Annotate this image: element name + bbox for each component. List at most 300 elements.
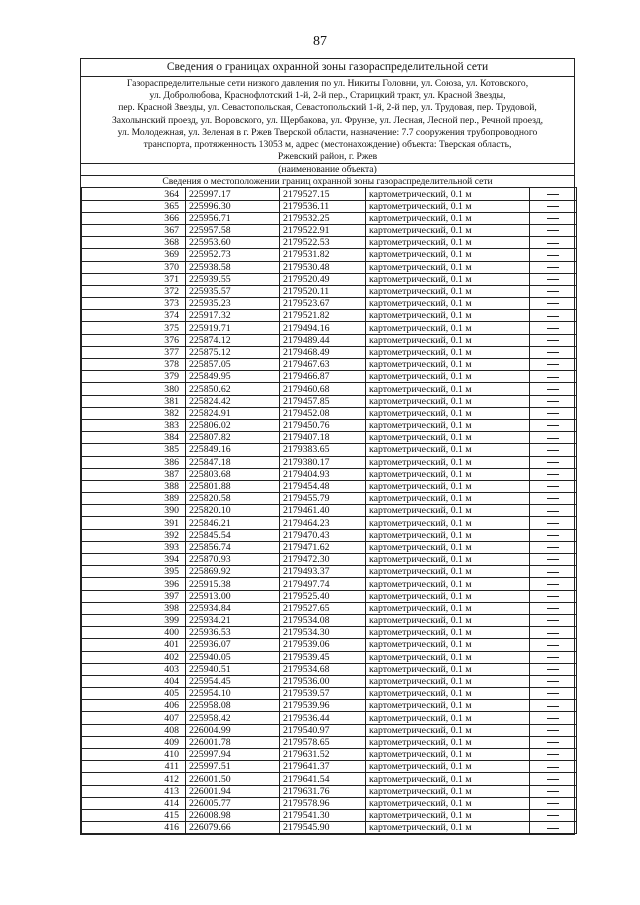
method-cell: картометрический, 0.1 м xyxy=(366,310,530,322)
method-cell: картометрический, 0.1 м xyxy=(366,675,530,687)
point-number-cell: 374 xyxy=(82,310,186,322)
table-row xyxy=(82,371,577,383)
point-number-cell: 386 xyxy=(82,456,186,468)
method-cell: картометрический, 0.1 м xyxy=(366,237,530,249)
description-line: ул. Молодежная, ул. Зеленая в г. Ржев Тверской области, назначение: 7.7 сооружения трубопроводного xyxy=(117,126,538,138)
point-number-cell: 401 xyxy=(82,639,186,651)
table-row xyxy=(82,590,577,602)
method-cell: картометрический, 0.1 м xyxy=(366,188,530,200)
dash-mark xyxy=(547,754,559,755)
point-number-cell: 408 xyxy=(82,724,186,736)
dash-mark xyxy=(547,498,559,499)
point-number-cell: 372 xyxy=(82,285,186,297)
table-row xyxy=(82,505,577,517)
x-coordinate-cell: 225934.21 xyxy=(186,614,280,626)
dash-mark xyxy=(547,425,559,426)
dash-cell xyxy=(530,724,577,736)
x-coordinate-cell: 225919.71 xyxy=(186,322,280,334)
point-number-cell: 393 xyxy=(82,541,186,553)
y-coordinate-cell: 2179404.93 xyxy=(280,468,366,480)
object-description xyxy=(81,77,574,163)
dash-cell xyxy=(530,456,577,468)
method-cell: картометрический, 0.1 м xyxy=(366,456,530,468)
dash-mark xyxy=(547,742,559,743)
method-cell: картометрический, 0.1 м xyxy=(366,359,530,371)
table-row xyxy=(82,444,577,456)
x-coordinate-cell: 225869.92 xyxy=(186,566,280,578)
table-row xyxy=(82,322,577,334)
dash-mark xyxy=(547,255,559,256)
dash-cell xyxy=(530,419,577,431)
table-row xyxy=(82,334,577,346)
dash-mark xyxy=(547,718,559,719)
x-coordinate-cell: 226004.99 xyxy=(186,724,280,736)
y-coordinate-cell: 2179521.82 xyxy=(280,310,366,322)
x-coordinate-cell: 226001.78 xyxy=(186,736,280,748)
x-coordinate-cell: 225956.71 xyxy=(186,212,280,224)
table-row xyxy=(82,395,577,407)
point-number-cell: 406 xyxy=(82,700,186,712)
x-coordinate-cell: 225917.32 xyxy=(186,310,280,322)
method-cell: картометрический, 0.1 м xyxy=(366,822,530,834)
dash-cell xyxy=(530,578,577,590)
point-number-cell: 392 xyxy=(82,529,186,541)
x-coordinate-cell: 225954.10 xyxy=(186,688,280,700)
dash-cell xyxy=(530,773,577,785)
dash-mark xyxy=(547,206,559,207)
x-coordinate-cell: 225850.62 xyxy=(186,383,280,395)
point-number-cell: 366 xyxy=(82,212,186,224)
method-cell: картометрический, 0.1 м xyxy=(366,651,530,663)
point-number-cell: 389 xyxy=(82,493,186,505)
y-coordinate-cell: 2179523.67 xyxy=(280,298,366,310)
table-row xyxy=(82,224,577,236)
dash-cell xyxy=(530,688,577,700)
dash-mark xyxy=(547,584,559,585)
point-number-cell: 410 xyxy=(82,749,186,761)
y-coordinate-cell: 2179520.49 xyxy=(280,273,366,285)
dash-cell xyxy=(530,554,577,566)
table-row xyxy=(82,651,577,663)
method-cell: картометрический, 0.1 м xyxy=(366,505,530,517)
y-coordinate-cell: 2179545.90 xyxy=(280,822,366,834)
method-cell: картометрический, 0.1 м xyxy=(366,614,530,626)
y-coordinate-cell: 2179532.25 xyxy=(280,212,366,224)
dash-mark xyxy=(547,706,559,707)
dash-cell xyxy=(530,334,577,346)
table-row xyxy=(82,724,577,736)
x-coordinate-cell: 225936.53 xyxy=(186,627,280,639)
y-coordinate-cell: 2179539.45 xyxy=(280,651,366,663)
method-cell: картометрический, 0.1 м xyxy=(366,700,530,712)
dash-mark xyxy=(547,559,559,560)
y-coordinate-cell: 2179455.79 xyxy=(280,493,366,505)
x-coordinate-cell: 225997.94 xyxy=(186,749,280,761)
y-coordinate-cell: 2179641.37 xyxy=(280,761,366,773)
method-cell: картометрический, 0.1 м xyxy=(366,785,530,797)
y-coordinate-cell: 2179489.44 xyxy=(280,334,366,346)
method-cell: картометрический, 0.1 м xyxy=(366,200,530,212)
y-coordinate-cell: 2179530.48 xyxy=(280,261,366,273)
point-number-cell: 404 xyxy=(82,675,186,687)
method-cell: картометрический, 0.1 м xyxy=(366,493,530,505)
table-row xyxy=(82,797,577,809)
table-row xyxy=(82,809,577,821)
x-coordinate-cell: 225857.05 xyxy=(186,359,280,371)
dash-mark xyxy=(547,645,559,646)
method-cell: картометрический, 0.1 м xyxy=(366,602,530,614)
description-line: Газораспределительные сети низкого давления по ул. Никиты Головни, ул. Союза, ул. Котовского, xyxy=(126,78,529,89)
y-coordinate-cell: 2179461.40 xyxy=(280,505,366,517)
description-line: ул. Добролюбова, Краснофлотский 1-й, 2-й пер., Старицкий тракт, ул. Красной Звезды, xyxy=(149,90,506,102)
point-number-cell: 387 xyxy=(82,468,186,480)
dash-mark xyxy=(547,681,559,682)
description-line: Захолынский проезд, ул. Воровского, ул. Щербакова, ул. Фрунзе, ул. Лесная, Лесной пер., Речной проезд, xyxy=(111,114,544,126)
point-number-cell: 391 xyxy=(82,517,186,529)
method-cell: картометрический, 0.1 м xyxy=(366,334,530,346)
method-cell: картометрический, 0.1 м xyxy=(366,298,530,310)
dash-mark xyxy=(547,243,559,244)
table-row xyxy=(82,212,577,224)
dash-mark xyxy=(547,316,559,317)
y-coordinate-cell: 2179493.37 xyxy=(280,566,366,578)
point-number-cell: 412 xyxy=(82,773,186,785)
table-row xyxy=(82,627,577,639)
y-coordinate-cell: 2179536.00 xyxy=(280,675,366,687)
dash-cell xyxy=(530,736,577,748)
y-coordinate-cell: 2179472.30 xyxy=(280,554,366,566)
dash-cell xyxy=(530,285,577,297)
dash-mark xyxy=(547,401,559,402)
dash-mark xyxy=(547,486,559,487)
dash-cell xyxy=(530,395,577,407)
table-row xyxy=(82,578,577,590)
x-coordinate-cell: 225870.93 xyxy=(186,554,280,566)
dash-cell xyxy=(530,383,577,395)
dash-cell xyxy=(530,505,577,517)
method-cell: картометрический, 0.1 м xyxy=(366,261,530,273)
y-coordinate-cell: 2179470.43 xyxy=(280,529,366,541)
method-cell: картометрический, 0.1 м xyxy=(366,383,530,395)
point-number-cell: 403 xyxy=(82,663,186,675)
point-number-cell: 371 xyxy=(82,273,186,285)
method-cell: картометрический, 0.1 м xyxy=(366,346,530,358)
y-coordinate-cell: 2179454.48 xyxy=(280,480,366,492)
method-cell: картометрический, 0.1 м xyxy=(366,273,530,285)
y-coordinate-cell: 2179536.44 xyxy=(280,712,366,724)
table-row xyxy=(82,822,577,834)
point-number-cell: 370 xyxy=(82,261,186,273)
document-title: Сведения о границах охранной зоны газораспределительной сети xyxy=(81,59,574,77)
table-row xyxy=(82,785,577,797)
x-coordinate-cell: 226005.77 xyxy=(186,797,280,809)
dash-cell xyxy=(530,566,577,578)
y-coordinate-cell: 2179534.68 xyxy=(280,663,366,675)
method-cell: картометрический, 0.1 м xyxy=(366,371,530,383)
table-row xyxy=(82,614,577,626)
y-coordinate-cell: 2179578.65 xyxy=(280,736,366,748)
y-coordinate-cell: 2179383.65 xyxy=(280,444,366,456)
table-row xyxy=(82,359,577,371)
point-number-cell: 395 xyxy=(82,566,186,578)
x-coordinate-cell: 225953.60 xyxy=(186,237,280,249)
method-cell: картометрический, 0.1 м xyxy=(366,322,530,334)
y-coordinate-cell: 2179534.08 xyxy=(280,614,366,626)
point-number-cell: 385 xyxy=(82,444,186,456)
dash-mark xyxy=(547,218,559,219)
method-cell: картометрический, 0.1 м xyxy=(366,688,530,700)
dash-mark xyxy=(547,535,559,536)
method-cell: картометрический, 0.1 м xyxy=(366,554,530,566)
table-row xyxy=(82,346,577,358)
y-coordinate-cell: 2179468.49 xyxy=(280,346,366,358)
dash-cell xyxy=(530,712,577,724)
method-cell: картометрический, 0.1 м xyxy=(366,724,530,736)
point-number-cell: 405 xyxy=(82,688,186,700)
x-coordinate-cell: 225801.88 xyxy=(186,480,280,492)
y-coordinate-cell: 2179578.96 xyxy=(280,797,366,809)
table-row xyxy=(82,749,577,761)
method-cell: картометрический, 0.1 м xyxy=(366,627,530,639)
dash-cell xyxy=(530,517,577,529)
dash-cell xyxy=(530,541,577,553)
point-number-cell: 400 xyxy=(82,627,186,639)
description-line: транспорта, протяженность 13053 м, адрес (местонахождение) объекта: Тверская область, xyxy=(143,139,512,151)
table-row xyxy=(82,517,577,529)
table-row xyxy=(82,773,577,785)
y-coordinate-cell: 2179520.11 xyxy=(280,285,366,297)
object-name-caption: (наименование объекта) xyxy=(81,163,574,176)
table-row xyxy=(82,602,577,614)
y-coordinate-cell: 2179534.30 xyxy=(280,627,366,639)
dash-mark xyxy=(547,474,559,475)
y-coordinate-cell: 2179407.18 xyxy=(280,432,366,444)
x-coordinate-cell: 225934.84 xyxy=(186,602,280,614)
dash-mark xyxy=(547,620,559,621)
dash-cell xyxy=(530,809,577,821)
method-cell: картометрический, 0.1 м xyxy=(366,407,530,419)
x-coordinate-cell: 225845.54 xyxy=(186,529,280,541)
dash-cell xyxy=(530,200,577,212)
method-cell: картометрический, 0.1 м xyxy=(366,639,530,651)
dash-mark xyxy=(547,364,559,365)
point-number-cell: 383 xyxy=(82,419,186,431)
y-coordinate-cell: 2179631.76 xyxy=(280,785,366,797)
dash-cell xyxy=(530,639,577,651)
method-cell: картометрический, 0.1 м xyxy=(366,395,530,407)
y-coordinate-cell: 2179494.16 xyxy=(280,322,366,334)
dash-cell xyxy=(530,822,577,834)
description-line: пер. Красной Звезды, ул. Севастопольская, Севастопольский 1-й, 2-й пер, ул. Трудовая, пер. Трудовой, xyxy=(118,102,537,114)
dash-mark xyxy=(547,377,559,378)
method-cell: картометрический, 0.1 м xyxy=(366,761,530,773)
table-row xyxy=(82,736,577,748)
point-number-cell: 402 xyxy=(82,651,186,663)
point-number-cell: 373 xyxy=(82,298,186,310)
point-number-cell: 365 xyxy=(82,200,186,212)
dash-cell xyxy=(530,407,577,419)
dash-cell xyxy=(530,590,577,602)
table-row xyxy=(82,383,577,395)
y-coordinate-cell: 2179631.52 xyxy=(280,749,366,761)
page-number: 87 xyxy=(313,34,327,49)
table-row xyxy=(82,249,577,261)
dash-mark xyxy=(547,291,559,292)
table-row xyxy=(82,261,577,273)
dash-mark xyxy=(547,523,559,524)
dash-mark xyxy=(547,815,559,816)
table-row xyxy=(82,419,577,431)
point-number-cell: 368 xyxy=(82,237,186,249)
dash-cell xyxy=(530,371,577,383)
dash-cell xyxy=(530,602,577,614)
point-number-cell: 413 xyxy=(82,785,186,797)
y-coordinate-cell: 2179641.54 xyxy=(280,773,366,785)
method-cell: картометрический, 0.1 м xyxy=(366,736,530,748)
method-cell: картометрический, 0.1 м xyxy=(366,797,530,809)
table-row xyxy=(82,712,577,724)
dash-cell xyxy=(530,493,577,505)
x-coordinate-cell: 225824.42 xyxy=(186,395,280,407)
dash-cell xyxy=(530,212,577,224)
method-cell: картометрический, 0.1 м xyxy=(366,224,530,236)
dash-cell xyxy=(530,224,577,236)
x-coordinate-cell: 226001.94 xyxy=(186,785,280,797)
x-coordinate-cell: 225954.45 xyxy=(186,675,280,687)
x-coordinate-cell: 225803.68 xyxy=(186,468,280,480)
dash-cell xyxy=(530,749,577,761)
method-cell: картометрический, 0.1 м xyxy=(366,712,530,724)
x-coordinate-cell: 225806.02 xyxy=(186,419,280,431)
x-coordinate-cell: 226008.98 xyxy=(186,809,280,821)
x-coordinate-cell: 225957.58 xyxy=(186,224,280,236)
point-number-cell: 367 xyxy=(82,224,186,236)
x-coordinate-cell: 225939.55 xyxy=(186,273,280,285)
y-coordinate-cell: 2179539.06 xyxy=(280,639,366,651)
x-coordinate-cell: 225935.23 xyxy=(186,298,280,310)
dash-mark xyxy=(547,828,559,829)
x-coordinate-cell: 225940.05 xyxy=(186,651,280,663)
x-coordinate-cell: 225820.10 xyxy=(186,505,280,517)
table-row xyxy=(82,456,577,468)
x-coordinate-cell: 225996.30 xyxy=(186,200,280,212)
table-row xyxy=(82,639,577,651)
y-coordinate-cell: 2179471.62 xyxy=(280,541,366,553)
dash-mark xyxy=(547,633,559,634)
dash-cell xyxy=(530,322,577,334)
dash-mark xyxy=(547,730,559,731)
table-row xyxy=(82,663,577,675)
dash-cell xyxy=(530,797,577,809)
dash-cell xyxy=(530,785,577,797)
dash-mark xyxy=(547,450,559,451)
table-row xyxy=(82,468,577,480)
x-coordinate-cell: 225958.42 xyxy=(186,712,280,724)
dash-cell xyxy=(530,261,577,273)
table-row xyxy=(82,688,577,700)
y-coordinate-cell: 2179539.96 xyxy=(280,700,366,712)
dash-mark xyxy=(547,791,559,792)
y-coordinate-cell: 2179522.91 xyxy=(280,224,366,236)
x-coordinate-cell: 225952.73 xyxy=(186,249,280,261)
dash-mark xyxy=(547,279,559,280)
dash-mark xyxy=(547,303,559,304)
dash-mark xyxy=(547,608,559,609)
dash-mark xyxy=(547,803,559,804)
x-coordinate-cell: 225997.51 xyxy=(186,761,280,773)
y-coordinate-cell: 2179525.40 xyxy=(280,590,366,602)
dash-cell xyxy=(530,761,577,773)
table-row xyxy=(82,541,577,553)
method-cell: картометрический, 0.1 м xyxy=(366,590,530,602)
x-coordinate-cell: 225935.57 xyxy=(186,285,280,297)
dash-mark xyxy=(547,267,559,268)
location-header: Сведения о местоположении границ охранной зоны газораспределительной сети xyxy=(162,176,493,188)
x-coordinate-cell: 225849.16 xyxy=(186,444,280,456)
dash-mark xyxy=(547,340,559,341)
y-coordinate-cell: 2179541.30 xyxy=(280,809,366,821)
dash-mark xyxy=(547,572,559,573)
dash-cell xyxy=(530,627,577,639)
table-row xyxy=(82,700,577,712)
point-number-cell: 384 xyxy=(82,432,186,444)
point-number-cell: 381 xyxy=(82,395,186,407)
table-row xyxy=(82,273,577,285)
dash-mark xyxy=(547,413,559,414)
point-number-cell: 407 xyxy=(82,712,186,724)
dash-cell xyxy=(530,249,577,261)
dash-cell xyxy=(530,188,577,200)
method-cell: картометрический, 0.1 м xyxy=(366,578,530,590)
method-cell: картометрический, 0.1 м xyxy=(366,773,530,785)
y-coordinate-cell: 2179460.68 xyxy=(280,383,366,395)
dash-mark xyxy=(547,389,559,390)
table-row xyxy=(82,761,577,773)
dash-mark xyxy=(547,511,559,512)
point-number-cell: 416 xyxy=(82,822,186,834)
method-cell: картометрический, 0.1 м xyxy=(366,249,530,261)
y-coordinate-cell: 2179540.97 xyxy=(280,724,366,736)
table-row xyxy=(82,566,577,578)
y-coordinate-cell: 2179497.74 xyxy=(280,578,366,590)
x-coordinate-cell: 225849.95 xyxy=(186,371,280,383)
point-number-cell: 397 xyxy=(82,590,186,602)
point-number-cell: 379 xyxy=(82,371,186,383)
x-coordinate-cell: 225958.08 xyxy=(186,700,280,712)
dash-cell xyxy=(530,529,577,541)
dash-mark xyxy=(547,693,559,694)
method-cell: картометрический, 0.1 м xyxy=(366,480,530,492)
table-row xyxy=(82,675,577,687)
method-cell: картометрический, 0.1 м xyxy=(366,419,530,431)
dash-mark xyxy=(547,462,559,463)
x-coordinate-cell: 225856.74 xyxy=(186,541,280,553)
dash-cell xyxy=(530,651,577,663)
method-cell: картометрический, 0.1 м xyxy=(366,529,530,541)
point-number-cell: 376 xyxy=(82,334,186,346)
dash-cell xyxy=(530,273,577,285)
method-cell: картометрический, 0.1 м xyxy=(366,468,530,480)
y-coordinate-cell: 2179531.82 xyxy=(280,249,366,261)
point-number-cell: 414 xyxy=(82,797,186,809)
table-row xyxy=(82,237,577,249)
dash-cell xyxy=(530,614,577,626)
dash-mark xyxy=(547,328,559,329)
x-coordinate-cell: 225874.12 xyxy=(186,334,280,346)
dash-mark xyxy=(547,352,559,353)
point-number-cell: 375 xyxy=(82,322,186,334)
x-coordinate-cell: 226001.50 xyxy=(186,773,280,785)
